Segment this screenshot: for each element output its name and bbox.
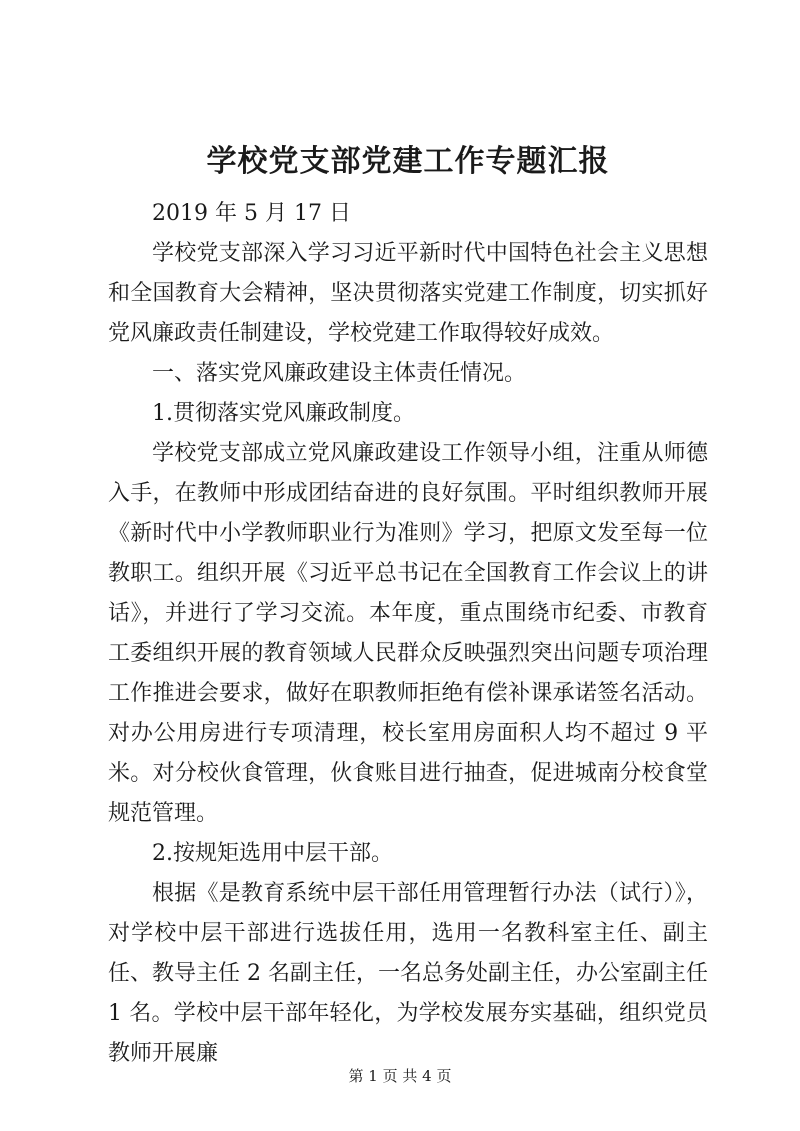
document-page [108, 140, 708, 1074]
document-title: 学校党支部党建工作专题汇报 [206, 144, 610, 179]
page-footer: 第 1 页 共 4 页 [348, 1067, 452, 1085]
section-heading-1: 一、落实党风廉政建设主体责任情况。 [152, 361, 527, 386]
document-date: 2019 年 5 月 17 日 [152, 201, 351, 226]
paragraph-intro: 学校党支部深入学习习近平新时代中国特色社会主义思想和全国教育大会精神，坚决贯彻落实党建工作制度，切实抓好党风廉政责任制建设，学校党建工作取得较好成效。 [108, 241, 708, 346]
subsection-heading-2: 2.按规矩选用中层干部。 [152, 841, 393, 866]
paragraph-body-2: 根据《是教育系统中层干部任用管理暂行办法（试行）》，对学校中层干部进行选拔任用，选用一名教科室主任、副主任、教导主任 2 名副主任，一名总务处副主任，办公室副主任 1 名。学校中层干部年轻化，为学校发展夯实基础，组织党员教师开展廉 [108, 881, 708, 1066]
paragraph-body-1: 学校党支部成立党风廉政建设工作领导小组，注重从师德入手，在教师中形成团结奋进的良好氛围。平时组织教师开展《新时代中小学教师职业行为准则》学习，把原文发至每一位教职工。组织开展《习近平总书记在全国教育工作会议上的讲话》，并进行了学习交流。本年度，重点围绕市纪委、市教育工委组织开展的教育领域人民群众反映强烈突出问题专项治理工作推进会要求，做好在职教师拒绝有偿补课承诺签名活动。对办公用房进行专项清理，校长室用房面积人均不超过 9 平米。对分校伙食管理，伙食账目进行抽查，促进城南分校食堂规范管理。 [108, 441, 708, 826]
subsection-heading-1: 1.贯彻落实党风廉政制度。 [152, 401, 415, 426]
